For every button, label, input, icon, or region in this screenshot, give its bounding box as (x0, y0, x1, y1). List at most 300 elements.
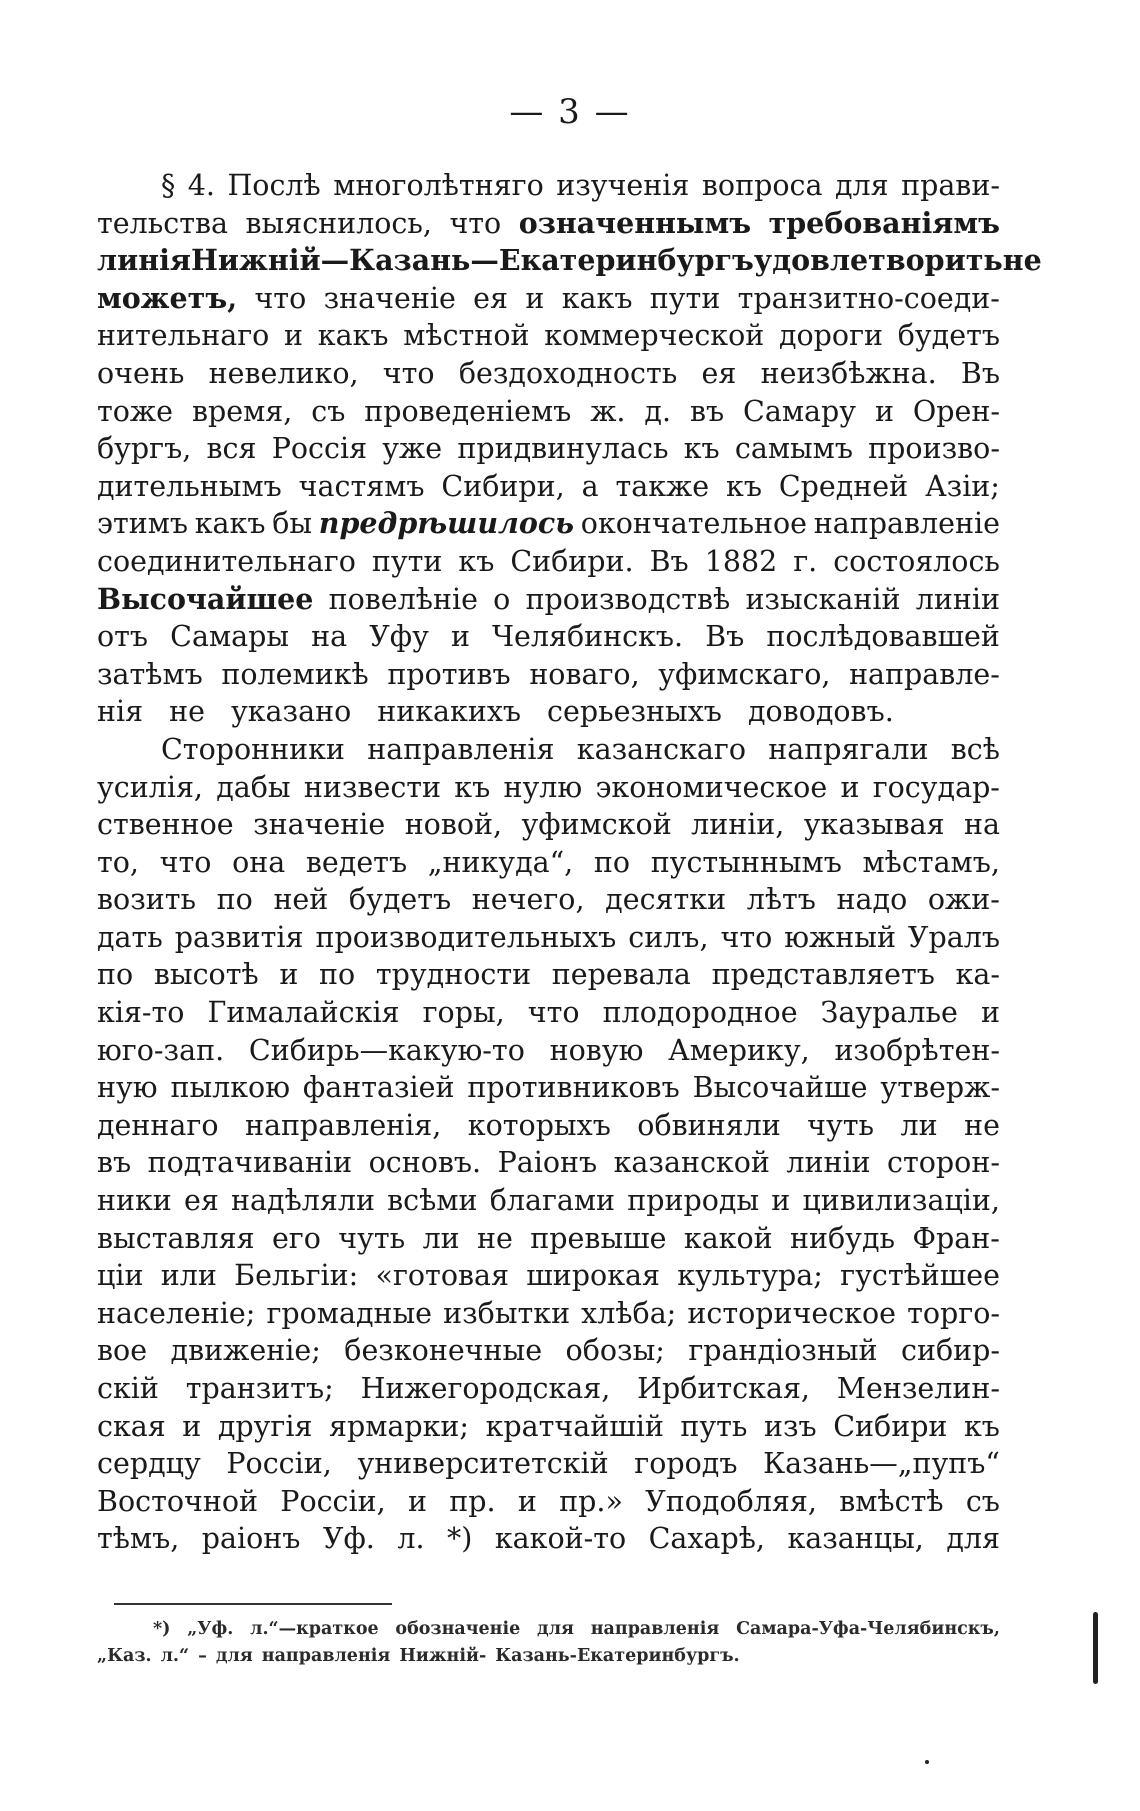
word: превыше (530, 1221, 667, 1255)
text-line (97, 769, 1000, 807)
word: будетъ (897, 319, 1000, 353)
text-line (97, 1257, 1000, 1295)
text-line (97, 468, 1000, 506)
word: никакихъ (377, 695, 522, 729)
word: мѣстной (403, 319, 530, 353)
word: г. (793, 544, 818, 578)
word: нулю (503, 770, 583, 804)
word: можетъ, (97, 280, 238, 315)
word: самымъ (734, 432, 853, 466)
word: удовлетворить (753, 243, 1003, 278)
word: что (449, 206, 502, 240)
word: Сахарѣ, (648, 1522, 765, 1556)
word: Уфу (369, 620, 429, 654)
footnote-word: Самара-Уфа-Челябинскъ, (736, 1619, 1000, 1639)
word: не (1002, 243, 1042, 278)
footnote-word: для (215, 1646, 253, 1666)
footnote-word: л.“—краткое (250, 1619, 379, 1639)
word: Сибири, (441, 469, 565, 503)
word: ея (184, 1184, 219, 1218)
word: широкая (526, 1259, 660, 1293)
word: юго-зап. (97, 1033, 225, 1067)
text-line (97, 430, 1000, 468)
word: и (980, 996, 1000, 1030)
scan-mark (1093, 1612, 1098, 1684)
word: Сибири (833, 1409, 948, 1443)
word: десятки (605, 883, 727, 917)
word: произво- (868, 432, 1000, 466)
word: Восточной (97, 1484, 258, 1518)
word: уфимской (521, 808, 672, 842)
word: ную (97, 1071, 158, 1105)
word: очень (97, 356, 185, 390)
word: ней (273, 883, 329, 917)
word: вмѣстѣ (839, 1484, 944, 1518)
word: новую (549, 1033, 644, 1067)
word: Нижегородская, (360, 1372, 611, 1405)
word: дабы (216, 770, 291, 804)
word: *) (446, 1522, 473, 1556)
word: Зауралье (820, 996, 958, 1030)
word: Уралъ (907, 920, 1000, 954)
word: горы, (422, 996, 505, 1030)
word: окончательное (580, 507, 808, 541)
word: возить (97, 883, 197, 917)
word: этимъ (97, 507, 189, 541)
word: и (182, 1409, 202, 1443)
word: надѣляли (231, 1184, 375, 1218)
text-line (97, 1408, 1000, 1446)
text-line (97, 1069, 1000, 1107)
word: напрягали (768, 732, 929, 766)
word: означеннымъ (518, 205, 752, 240)
word: другія (217, 1409, 313, 1443)
word: изъ (764, 1409, 817, 1443)
word: мѣстамъ, (862, 845, 1000, 879)
footnote (97, 1616, 1000, 1670)
word: на (964, 808, 1000, 842)
word: къ (726, 469, 762, 503)
word: развитія (174, 920, 304, 954)
word: съ (965, 1484, 1000, 1518)
word: частямъ (298, 469, 425, 503)
word: § (161, 169, 176, 202)
word: значеніе (253, 808, 386, 842)
word: ціи (97, 1259, 144, 1293)
word: всѣ (950, 732, 1000, 766)
word: которыхъ (467, 1108, 611, 1142)
text-line (97, 731, 1000, 769)
word: ожи- (927, 883, 1000, 917)
word: для (834, 169, 889, 202)
word: по (319, 958, 356, 992)
word: направленіе (813, 507, 1000, 541)
word: послѣдовавшей (766, 620, 1000, 654)
word: государ- (872, 770, 1000, 804)
footnote-word: л.“ (160, 1646, 190, 1666)
word: дать (97, 920, 163, 954)
word: кратчайшій (485, 1409, 664, 1443)
word: ведетъ (305, 845, 408, 879)
word: д. (644, 394, 672, 428)
text-line (97, 505, 1000, 543)
word: къ (454, 770, 491, 804)
word: и (407, 1484, 427, 1518)
word: линіи (786, 1146, 871, 1180)
word: подтачиваніи (147, 1146, 353, 1180)
text-line (97, 543, 1000, 581)
footnote-word: Казань-Екатеринбургъ. (495, 1646, 740, 1666)
word: многолѣтняго (333, 169, 544, 202)
word: Средней (778, 469, 909, 503)
word: къ (458, 544, 495, 578)
word: Челябинскъ. (492, 620, 684, 654)
text-line (97, 693, 1000, 731)
word: грандіозный (688, 1334, 878, 1368)
word: вопроса (701, 169, 823, 202)
word: что (382, 356, 435, 390)
word: указано (230, 695, 352, 729)
word: изобрѣтен- (834, 1033, 1000, 1067)
word: тельства (97, 206, 229, 240)
word: дороги (778, 319, 884, 353)
word: нія (97, 695, 144, 729)
word: требованіямъ (768, 205, 1000, 240)
word: Высочайше (692, 1071, 868, 1105)
word: пустыннымъ (650, 845, 842, 879)
footnote-word: „Каз. (97, 1646, 152, 1666)
word: сибир- (901, 1334, 1000, 1368)
text-line (97, 1220, 1000, 1258)
word: Послѣ (227, 169, 321, 202)
word: „никуда“, (427, 845, 574, 879)
word: производительныхъ (315, 920, 617, 954)
word: для (946, 1522, 1000, 1556)
word: 4. (187, 169, 215, 202)
word: какъ (561, 281, 633, 315)
word: ники (97, 1184, 172, 1218)
word: Нижній—Казань—Екатеринбургъ (190, 243, 754, 278)
word: тѣмъ, (97, 1522, 180, 1556)
word: выяснилось, (245, 206, 432, 240)
word: обозы; (565, 1334, 665, 1368)
word: ли (900, 1108, 938, 1142)
word: «готовая (375, 1259, 509, 1293)
text-line (97, 1032, 1000, 1070)
scan-mark (925, 1760, 929, 1764)
word: Россіи, (226, 1447, 332, 1481)
word: чуть (338, 1221, 406, 1255)
word: также (615, 469, 710, 503)
word: выставляя (97, 1221, 255, 1255)
text-line (97, 1182, 1000, 1220)
word: пр.» (559, 1484, 623, 1518)
word: производствѣ (525, 582, 731, 616)
word: Самары (170, 620, 290, 654)
word: противъ (387, 657, 511, 691)
word: повелѣніе (328, 582, 478, 616)
word: неизбѣжна. (760, 356, 937, 390)
word: путь (680, 1409, 748, 1443)
word: ея (701, 356, 737, 390)
word: Гималайскія (207, 996, 400, 1030)
word: въ (689, 394, 725, 428)
word: обвиняли (637, 1108, 781, 1142)
word: трудности (375, 958, 532, 992)
text-line (97, 1445, 1000, 1483)
word: и (279, 958, 299, 992)
word: не (169, 695, 205, 729)
word: какъ (194, 507, 266, 541)
word: уфимскаго, (658, 657, 831, 691)
word: коммерческой (544, 319, 765, 353)
word: хлѣба; (581, 1296, 677, 1330)
word: нечего, (471, 883, 585, 917)
word: а (581, 469, 599, 503)
word: низвести (303, 770, 442, 804)
word: по (97, 958, 134, 992)
word: сторон- (887, 1146, 1000, 1180)
word: о (493, 582, 511, 616)
word: время, (191, 394, 293, 428)
word: высотѣ (153, 958, 259, 992)
text-line (97, 656, 1000, 694)
word: ж. (590, 394, 626, 428)
footnote-word: для (537, 1619, 574, 1639)
word: не (964, 1108, 1000, 1142)
text-line (97, 205, 1000, 243)
word: состоялось (833, 544, 1000, 578)
word: пути (371, 544, 443, 578)
text-line (97, 280, 1000, 318)
word: Въ (649, 544, 689, 578)
word: по (593, 845, 631, 879)
word: основъ. (368, 1146, 482, 1180)
text-line (97, 167, 1000, 205)
word: ея (473, 281, 509, 315)
word: пылкою (170, 1071, 291, 1105)
word: придвинулась (457, 432, 669, 466)
text-line (97, 806, 1000, 844)
word: направленія, (244, 1108, 442, 1142)
word: бы (272, 507, 313, 541)
word: и (284, 319, 304, 353)
footnote-word: направленія (261, 1646, 391, 1666)
text-line (97, 1295, 1000, 1333)
word: чуть (807, 1108, 875, 1142)
word: л. (397, 1522, 425, 1556)
text-line (97, 1483, 1000, 1521)
word: южный (784, 920, 896, 954)
word: университетскій (357, 1447, 609, 1481)
word: историческое (687, 1296, 897, 1330)
word: торго- (907, 1296, 1000, 1330)
word: значеніе (323, 281, 456, 315)
word: отъ (97, 620, 149, 654)
word: Въ (705, 620, 745, 654)
word: Уф. (322, 1522, 375, 1556)
word: она (232, 845, 286, 879)
footnote-word: Нижній- (399, 1646, 487, 1666)
word: сердцу (97, 1447, 201, 1481)
word: то, (97, 845, 139, 879)
word: деннаго (97, 1108, 219, 1142)
footnote-word: направленія (590, 1619, 720, 1639)
word: Высочайшее (97, 581, 314, 616)
word: Сибирь—какую-то (248, 1033, 525, 1067)
word: прави- (901, 169, 1000, 202)
word: Въ (960, 356, 1000, 390)
word: силъ, (628, 920, 709, 954)
word: цивилизаціи, (802, 1184, 1000, 1218)
word: соединительнаго (97, 544, 356, 578)
word: съ (311, 394, 346, 428)
text-line (97, 1144, 1000, 1182)
text-line (97, 1370, 1000, 1408)
word: культура; (677, 1259, 823, 1293)
word: ярмарки; (328, 1409, 470, 1443)
text-line (97, 1107, 1000, 1145)
word: движеніе; (170, 1334, 321, 1368)
word: въ (97, 1146, 132, 1180)
word: затѣмъ (97, 657, 203, 691)
word: новаго, (529, 657, 640, 691)
word: предрѣшилось (318, 506, 575, 541)
word: и (874, 394, 894, 428)
word: пр. (449, 1484, 496, 1518)
word: скій (97, 1372, 159, 1405)
text-line (97, 919, 1000, 957)
word: направленія (367, 732, 555, 766)
word: транзитъ; (185, 1372, 334, 1405)
word: Россіи, (280, 1484, 386, 1518)
word: Уподобляя, (645, 1484, 817, 1518)
word: ка- (955, 958, 1000, 992)
word: громадные (266, 1296, 433, 1330)
word: полемикѣ (221, 657, 369, 691)
word: Ирбитская, (637, 1372, 810, 1405)
word: какъ (317, 319, 389, 353)
footnote-line-1 (97, 1616, 1000, 1643)
word: усилія, (97, 770, 203, 804)
word: что (527, 996, 580, 1030)
word: вое (97, 1334, 148, 1368)
word: новой, (404, 808, 503, 842)
page-number: — 3 — (509, 92, 631, 132)
word: и (840, 770, 860, 804)
word: линіи, (691, 808, 785, 842)
word: противниковъ (467, 1071, 680, 1105)
word: всѣми (387, 1184, 478, 1218)
text-line (97, 994, 1000, 1032)
word: какой-то (494, 1522, 627, 1556)
word: будетъ (348, 883, 452, 917)
word: представляетъ (711, 958, 935, 992)
word: природы (627, 1184, 760, 1218)
text-line (97, 242, 1042, 280)
word: къ (683, 432, 720, 466)
word: городъ (634, 1447, 738, 1481)
body-text (97, 167, 1042, 1558)
word: густѣйшее (840, 1259, 1000, 1293)
text-line (97, 393, 1000, 431)
text-line (97, 1332, 1000, 1370)
word: Орен- (912, 394, 1000, 428)
word: вся (206, 432, 257, 466)
footnote-word: „Уф. (187, 1619, 234, 1639)
word: доводовъ. (747, 695, 894, 729)
word: уже (382, 432, 443, 466)
word: кія-то (97, 996, 185, 1030)
word: нибудь (790, 1221, 896, 1255)
word: населеніе; (97, 1296, 256, 1330)
word: лѣтъ (746, 883, 816, 917)
word: или (160, 1259, 217, 1293)
word: ская (97, 1409, 166, 1443)
word: перевала (551, 958, 691, 992)
word: казанскаго (576, 732, 746, 766)
word: Сибири. (510, 544, 634, 578)
text-line (97, 618, 1000, 656)
word: ли (422, 1221, 460, 1255)
word: благами (489, 1184, 616, 1218)
word: надо (836, 883, 908, 917)
word: тоже (97, 394, 174, 428)
word: изысканій (745, 582, 901, 616)
word: линіи (915, 582, 1000, 616)
word: Россія (271, 432, 368, 466)
footnote-divider (114, 1603, 392, 1605)
word: не (477, 1221, 513, 1255)
word: что (254, 281, 307, 315)
word: казанцы, (787, 1522, 924, 1556)
word: изученія (556, 169, 690, 202)
footnote-line-2 (97, 1643, 1000, 1670)
word: Казань—„пупъ“ (763, 1447, 1000, 1481)
word: Бельгіи: (234, 1259, 359, 1293)
word: казанской (613, 1146, 770, 1180)
word: утверж- (880, 1071, 1000, 1105)
word: указывая (803, 808, 945, 842)
word: фантазіей (302, 1071, 455, 1105)
text-line (97, 1520, 1000, 1558)
text-line (97, 881, 1000, 919)
word: бездоходность (458, 356, 678, 390)
word: къ (963, 1409, 1000, 1443)
word: дительнымъ (97, 469, 282, 503)
word: его (271, 1221, 321, 1255)
word: что (720, 920, 773, 954)
footnote-word: обозначеніе (395, 1619, 521, 1639)
word: и (517, 1484, 537, 1518)
word: избытки (443, 1296, 571, 1330)
text-line (97, 355, 1000, 393)
word: Самару (743, 394, 857, 428)
word: раіонъ (201, 1522, 301, 1556)
word: Мензелин- (836, 1372, 1000, 1405)
word: Фран- (912, 1221, 1000, 1255)
word: и (771, 1184, 791, 1218)
word: Раіонъ (497, 1146, 598, 1180)
text-line (97, 956, 1000, 994)
footnote-word: – (198, 1646, 207, 1666)
word: безконечные (344, 1334, 543, 1368)
word: Азіи; (925, 469, 1000, 503)
footnote-word: *) (153, 1619, 171, 1639)
word: какой (683, 1221, 773, 1255)
word: по (216, 883, 253, 917)
word: линія (97, 243, 191, 278)
